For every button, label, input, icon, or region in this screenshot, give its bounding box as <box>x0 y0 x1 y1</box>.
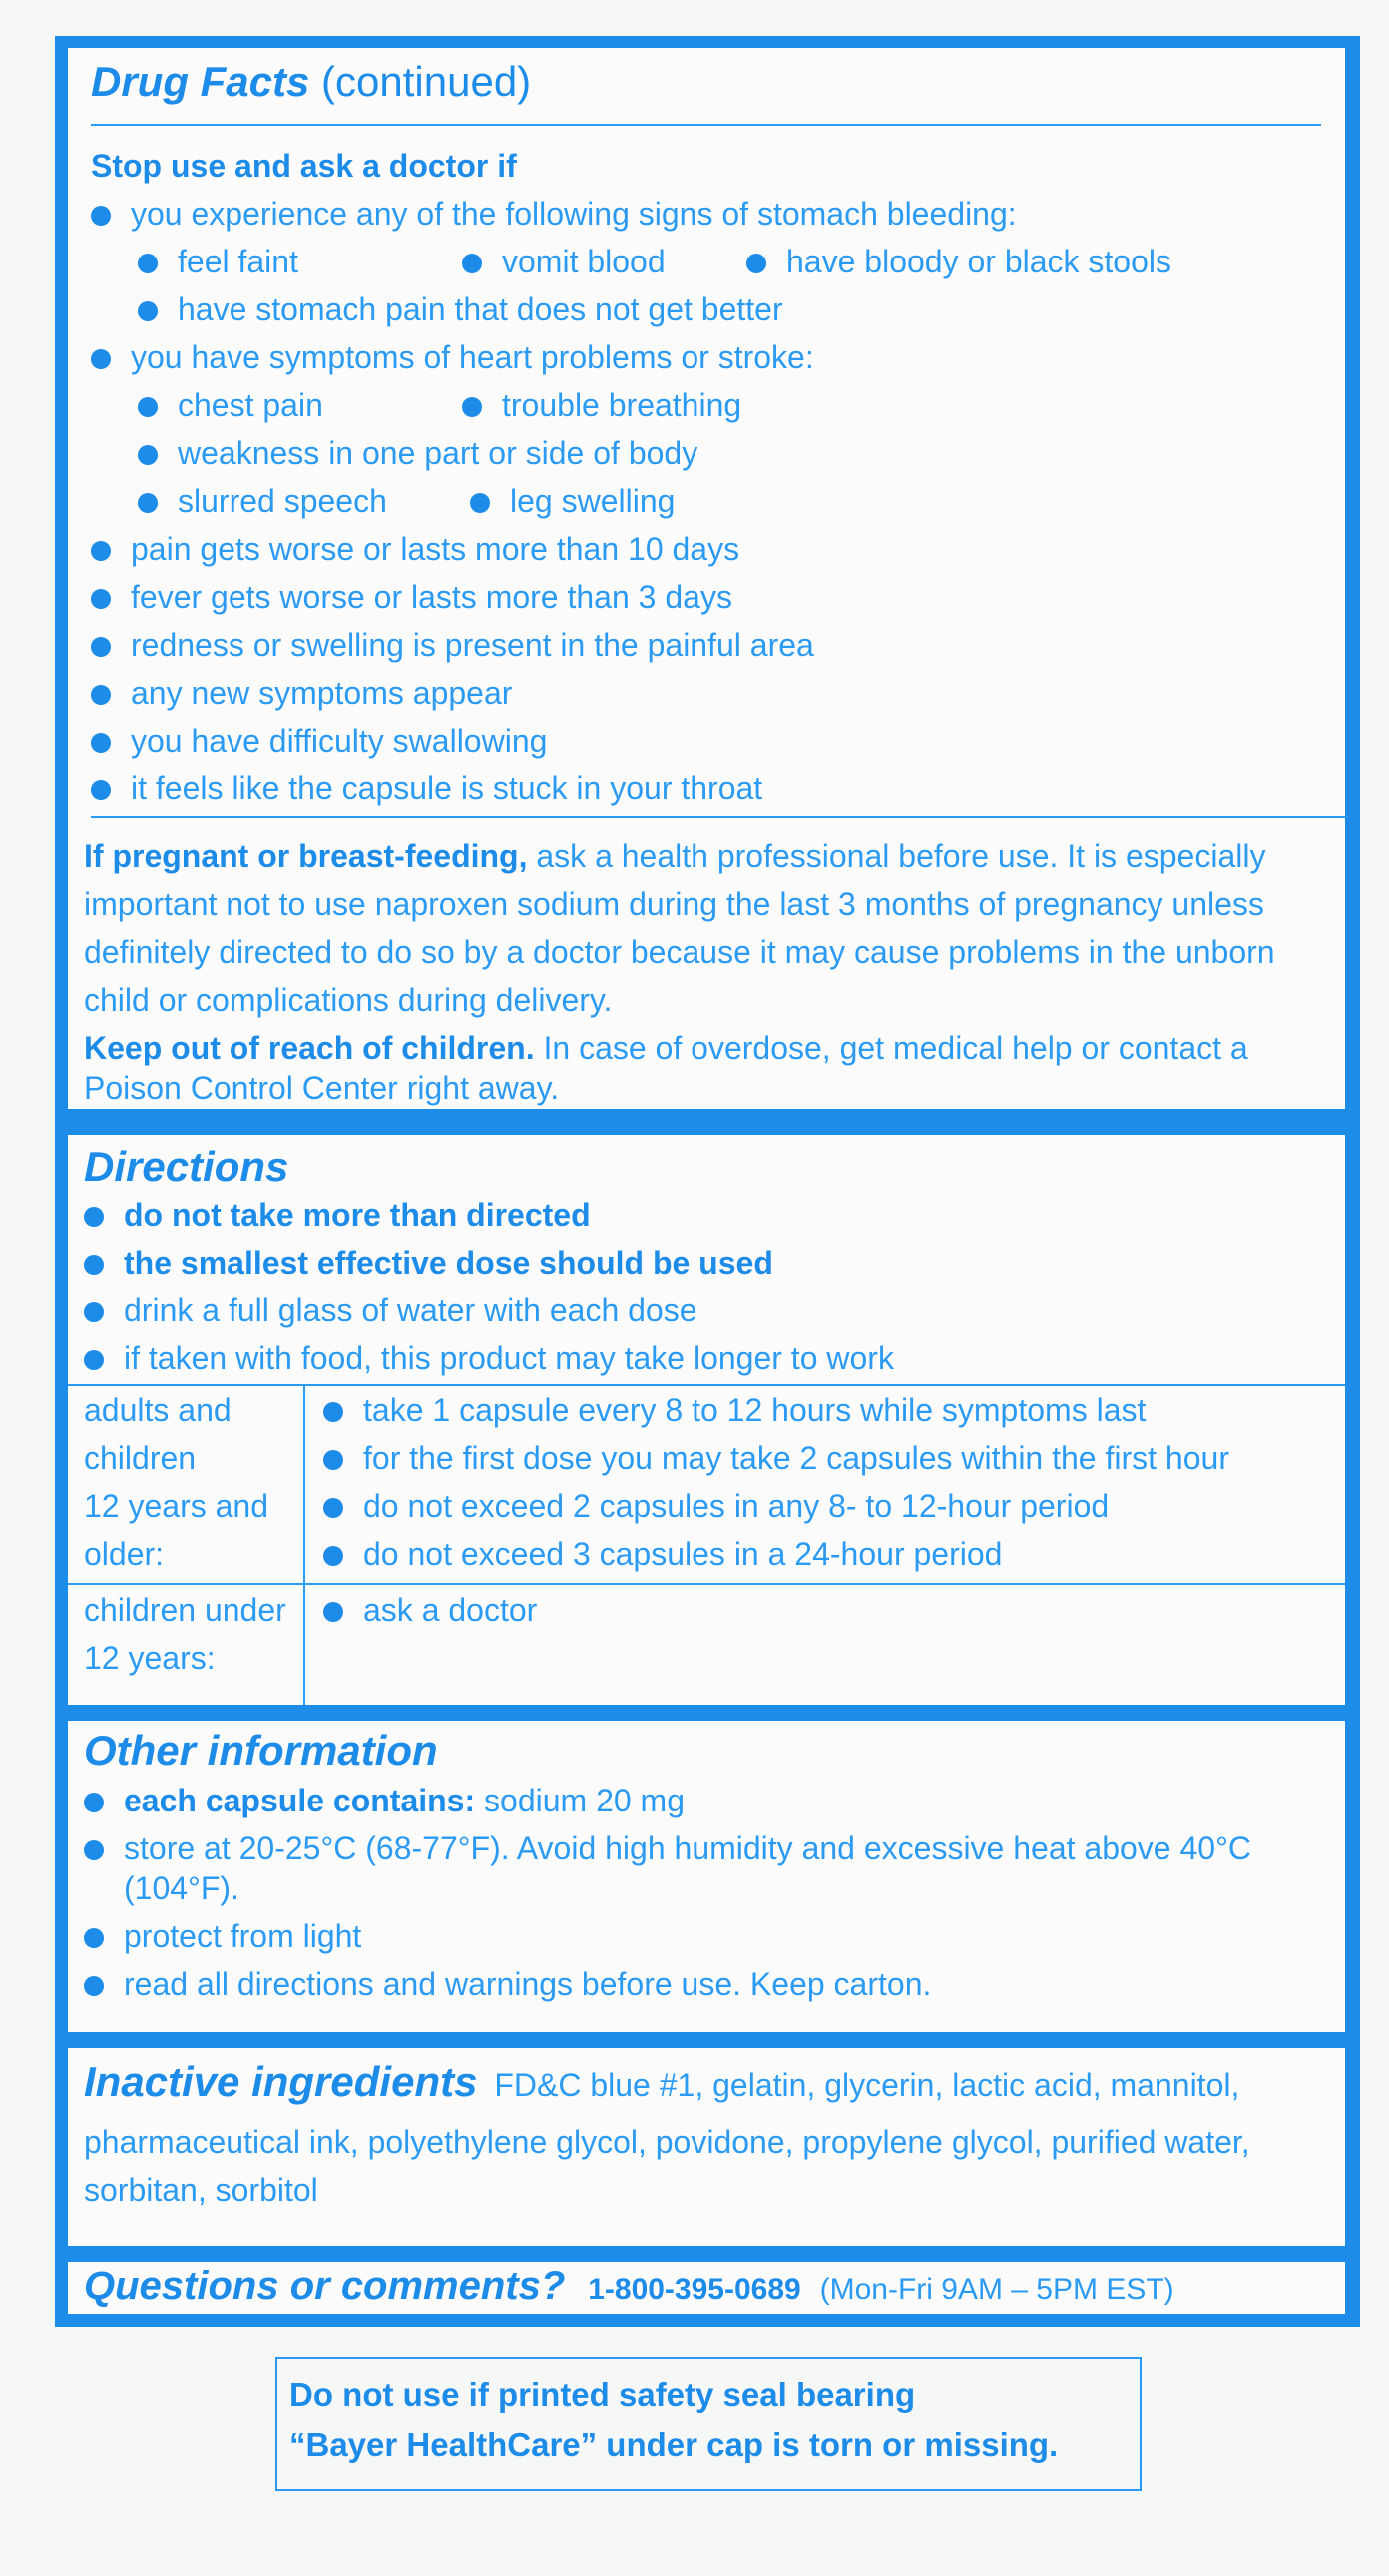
other-info-item <box>84 1781 685 1820</box>
adult-dose-item <box>323 1486 1109 1526</box>
adults-label-2: children <box>84 1440 197 1476</box>
bullet-icon <box>746 254 766 273</box>
stomach-signs-row-2 <box>138 289 783 329</box>
inactive-ingredients-title: Inactive ingredients <box>84 2058 478 2105</box>
bullet-icon <box>91 541 111 561</box>
condition-item <box>91 529 739 569</box>
safety-seal-notice <box>275 2357 1142 2491</box>
dose-text: do not exceed 2 capsules in any 8- to 12-hour period <box>363 1488 1110 1524</box>
condition-item <box>91 625 814 665</box>
inactive-text: FD&C blue #1, gelatin, glycerin, lactic acid, mannitol, <box>494 2067 1240 2103</box>
questions-hours: (Mon-Fri 9AM – 5PM EST) <box>819 2273 1174 2306</box>
dose-text: ask a doctor <box>363 1592 538 1628</box>
adults-label-3: 12 years and <box>84 1488 269 1524</box>
storage-text-continued: (104°F). <box>124 1870 239 1906</box>
heart-signs-row-1b <box>462 385 741 425</box>
condition-item <box>91 721 547 761</box>
heart-signs-row-1a <box>138 385 323 425</box>
table-row-divider <box>68 1583 1345 1585</box>
sign-trouble-breathing: trouble breathing <box>502 387 742 423</box>
children-label-2: 12 years: <box>84 1640 216 1676</box>
stomach-signs-row-1b <box>462 242 666 281</box>
bullet-icon <box>462 397 482 417</box>
stomach-bleeding-intro <box>91 194 1017 234</box>
questions-title: Questions or comments? <box>84 2264 566 2308</box>
sign-chest-pain: chest pain <box>178 387 323 423</box>
section-divider <box>91 816 1348 818</box>
stop-use-heading: Stop use and ask a doctor if <box>91 148 517 184</box>
heart-signs-row-3b <box>470 481 675 521</box>
sign-feel-faint: feel faint <box>178 244 298 279</box>
pregnant-text: ask a health professional before use. It is especially <box>536 838 1266 874</box>
dose-text: do not exceed 3 capsules in a 24-hour period <box>363 1536 1003 1572</box>
drug-facts-label <box>55 36 1360 2327</box>
bullet-icon <box>91 206 111 226</box>
adult-dose-item <box>323 1438 1229 1478</box>
dose-text: for the first dose you may take 2 capsules within the first hour <box>363 1440 1229 1476</box>
other-information-panel <box>68 1721 1345 2032</box>
heart-problems-intro <box>91 337 814 377</box>
adult-dose-item <box>323 1534 1002 1574</box>
direction-item-bold <box>84 1195 591 1235</box>
bullet-icon <box>462 254 482 273</box>
condition-item <box>91 673 512 713</box>
keep-out-text: In case of overdose, get medical help or contact a <box>543 1030 1248 1066</box>
drug-facts-title-text: Drug Facts <box>91 58 310 105</box>
direction-text: do not take more than directed <box>124 1197 591 1233</box>
inactive-line-3: sorbitan, sorbitol <box>84 2172 318 2208</box>
bullet-icon <box>138 254 158 273</box>
condition-text: it feels like the capsule is stuck in your throat <box>131 771 763 806</box>
bullet-icon <box>323 1602 343 1622</box>
dose-text: take 1 capsule every 8 to 12 hours while symptoms last <box>363 1392 1147 1428</box>
bullet-icon <box>84 1207 104 1227</box>
bullet-icon <box>84 1793 104 1812</box>
directions-title: Directions <box>84 1143 289 1190</box>
keep-out-heading: Keep out of reach of children. <box>84 1030 535 1066</box>
condition-text: any new symptoms appear <box>131 675 513 711</box>
seal-line-2: “Bayer HealthCare” under cap is torn or missing. <box>289 2426 1059 2463</box>
stomach-signs-row-1c <box>746 242 1171 281</box>
condition-text: redness or swelling is present in the painful area <box>131 627 814 663</box>
condition-item <box>91 769 762 808</box>
bullet-icon <box>138 397 158 417</box>
bullet-icon <box>323 1402 343 1422</box>
table-top-rule <box>68 1384 1345 1386</box>
bullet-icon <box>91 685 111 705</box>
heart-signs-row-3a <box>138 481 387 521</box>
other-information-title: Other information <box>84 1727 438 1774</box>
directions-panel <box>68 1135 1345 1705</box>
pregnant-line-4: child or complications during delivery. <box>84 982 613 1018</box>
title-divider <box>91 124 1321 126</box>
capsule-heading: each capsule contains: <box>124 1783 476 1818</box>
bullet-icon <box>323 1450 343 1470</box>
pregnant-line-1 <box>84 836 1265 876</box>
sign-vomit-blood: vomit blood <box>502 244 666 279</box>
stomach-signs-row-1 <box>138 242 298 281</box>
bullet-icon <box>138 301 158 321</box>
bullet-icon <box>323 1498 343 1518</box>
bullet-icon <box>84 1976 104 1996</box>
keep-out-line-2: Poison Control Center right away. <box>84 1070 560 1106</box>
drug-facts-title <box>91 58 531 106</box>
sign-stomach-pain: have stomach pain that does not get better <box>178 291 783 327</box>
adults-label-1: adults and <box>84 1392 232 1428</box>
inactive-line-2: pharmaceutical ink, polyethylene glycol, povidone, propylene glycol, purified water, <box>84 2124 1250 2160</box>
questions-panel <box>68 2262 1345 2314</box>
sign-slurred-speech: slurred speech <box>178 483 387 519</box>
heart-signs-row-2 <box>138 433 697 473</box>
condition-text: you have difficulty swallowing <box>131 723 548 759</box>
direction-text: the smallest effective dose should be used <box>124 1245 773 1281</box>
pregnant-line-3: definitely directed to do so by a doctor because it may cause problems in the unborn <box>84 934 1275 970</box>
other-info-item <box>84 1964 931 2004</box>
table-column-divider <box>303 1384 305 1705</box>
bullet-icon <box>470 493 490 513</box>
bullet-icon <box>84 1255 104 1275</box>
bullet-icon <box>91 349 111 369</box>
bullet-icon <box>91 780 111 800</box>
bullet-icon <box>84 1350 104 1370</box>
children-dose-item <box>323 1590 537 1630</box>
other-info-text: protect from light <box>124 1918 362 1954</box>
direction-text: drink a full glass of water with each dose <box>124 1292 697 1328</box>
storage-text: store at 20-25°C (68-77°F). Avoid high humidity and excessive heat above 40°C <box>124 1830 1251 1866</box>
heart-intro-text: you have symptoms of heart problems or stroke: <box>131 339 814 375</box>
bullet-icon <box>323 1546 343 1566</box>
other-info-text: read all directions and warnings before use. Keep carton. <box>124 1966 932 2002</box>
other-info-item <box>84 1828 1251 1868</box>
other-info-item <box>84 1916 361 1956</box>
bullet-icon <box>84 1302 104 1322</box>
capsule-value: sodium 20 mg <box>484 1783 685 1818</box>
drug-facts-title-suffix: (continued) <box>321 58 532 105</box>
bullet-icon <box>91 637 111 657</box>
bullet-icon <box>84 1928 104 1948</box>
keep-out-line-1 <box>84 1028 1248 1068</box>
questions-phone: 1-800-395-0689 <box>588 2273 801 2306</box>
warnings-panel <box>68 48 1345 1109</box>
stomach-intro-text: you experience any of the following signs of stomach bleeding: <box>131 196 1017 232</box>
condition-text: fever gets worse or lasts more than 3 days <box>131 579 732 615</box>
bullet-icon <box>91 589 111 609</box>
sign-bloody-stools: have bloody or black stools <box>786 244 1171 279</box>
children-label-1: children under <box>84 1592 286 1628</box>
sign-leg-swelling: leg swelling <box>510 483 676 519</box>
questions-line <box>84 2266 1174 2310</box>
bullet-icon <box>138 493 158 513</box>
condition-item <box>91 577 732 617</box>
inactive-line-1 <box>84 2058 1240 2105</box>
adult-dose-item <box>323 1390 1146 1430</box>
pregnant-heading: If pregnant or breast-feeding, <box>84 838 528 874</box>
adults-label-4: older: <box>84 1536 165 1572</box>
bullet-icon <box>84 1840 104 1860</box>
bullet-icon <box>91 733 111 753</box>
pregnant-line-2: important not to use naproxen sodium during the last 3 months of pregnancy unless <box>84 886 1264 922</box>
direction-item <box>84 1290 697 1330</box>
direction-text: if taken with food, this product may take longer to work <box>124 1340 894 1376</box>
sign-weakness: weakness in one part or side of body <box>178 435 698 471</box>
inactive-ingredients-panel <box>68 2048 1345 2246</box>
seal-line-1: Do not use if printed safety seal bearing <box>289 2376 916 2413</box>
bullet-icon <box>138 445 158 465</box>
direction-item <box>84 1338 894 1378</box>
direction-item-bold <box>84 1243 773 1283</box>
condition-text: pain gets worse or lasts more than 10 days <box>131 531 740 567</box>
